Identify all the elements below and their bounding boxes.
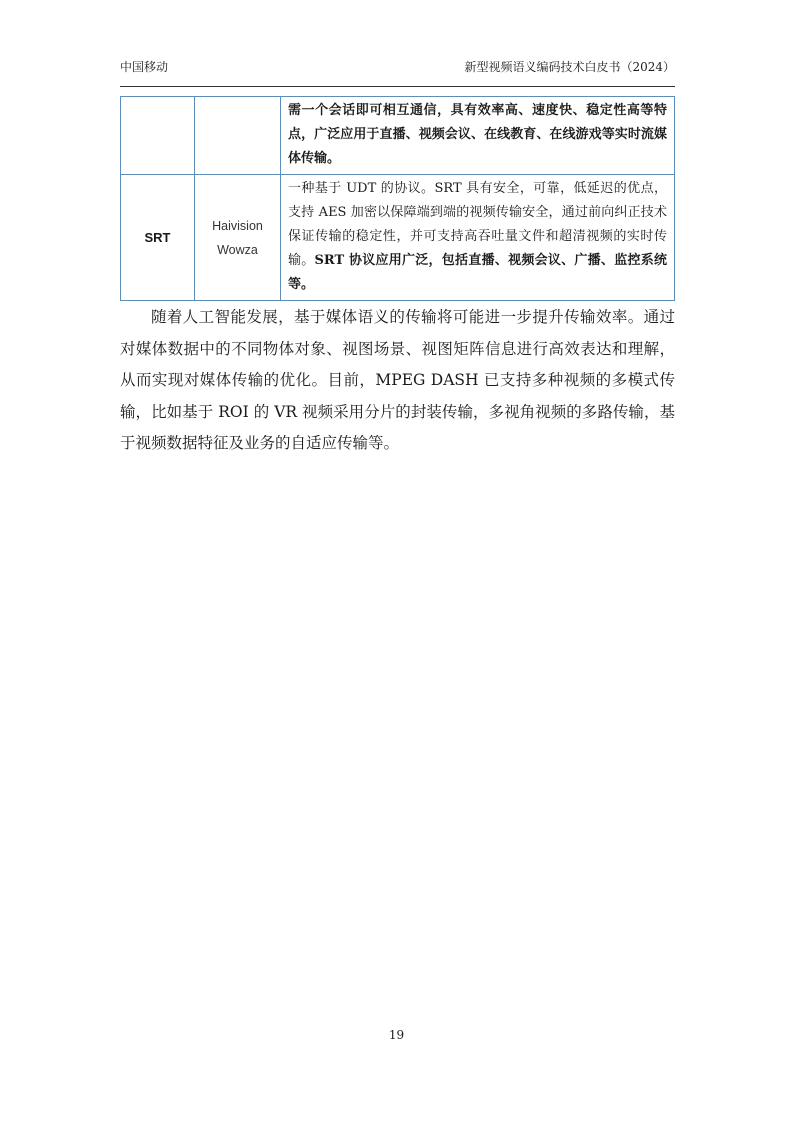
protocol-cell-empty [121, 97, 195, 175]
protocol-cell: SRT [121, 175, 195, 301]
page-number: 19 [388, 1028, 405, 1042]
body-paragraph: 随着人工智能发展，基于媒体语义的传输将可能进一步提升传输效率。通过对媒体数据中的不同物体对象、视图场景、视图矩阵信息进行高效表达和理解，从而实现对媒体传输的优化。目前，MPEG DASH 已支持多种视频的多模式传输，比如基于 ROI 的 VR 视频采用分片的封装传输，多视角视频的多路传输，基于视频数据特征及业务的自适应传输等。 [120, 308, 675, 452]
description-text: 一种基于 UDT 的协议。SRT 具有安全，可靠，低延迟的优点，支持 AES 加密以保障端到端的视频传输安全，通过前向纠正技术保证传输的稳定性，并可支持高吞吐量文件和超清视频的实时传输。 [288, 181, 667, 268]
vendor-name: Haivision [212, 218, 263, 233]
page-header [120, 55, 675, 79]
vendor-cell [195, 175, 281, 301]
table-row [121, 175, 675, 301]
description-cell [281, 175, 675, 301]
header-divider [120, 86, 675, 87]
table-row [121, 97, 675, 175]
header-document-title: 新型视频语义编码技术白皮书（2024） [464, 60, 675, 74]
description-text-bold: SRT 协议应用广泛，包括直播、视频会议、广播、监控系统等。 [288, 253, 667, 292]
vendor-name: Wowza [217, 242, 258, 257]
protocol-table [120, 96, 675, 301]
header-organization: 中国移动 [120, 60, 169, 74]
description-cell: 需一个会话即可相互通信，具有效率高、速度快、稳定性高等特点，广泛应用于直播、视频会议、在线教育、在线游戏等实时流媒体传输。 [281, 97, 675, 175]
vendor-cell-empty [195, 97, 281, 175]
